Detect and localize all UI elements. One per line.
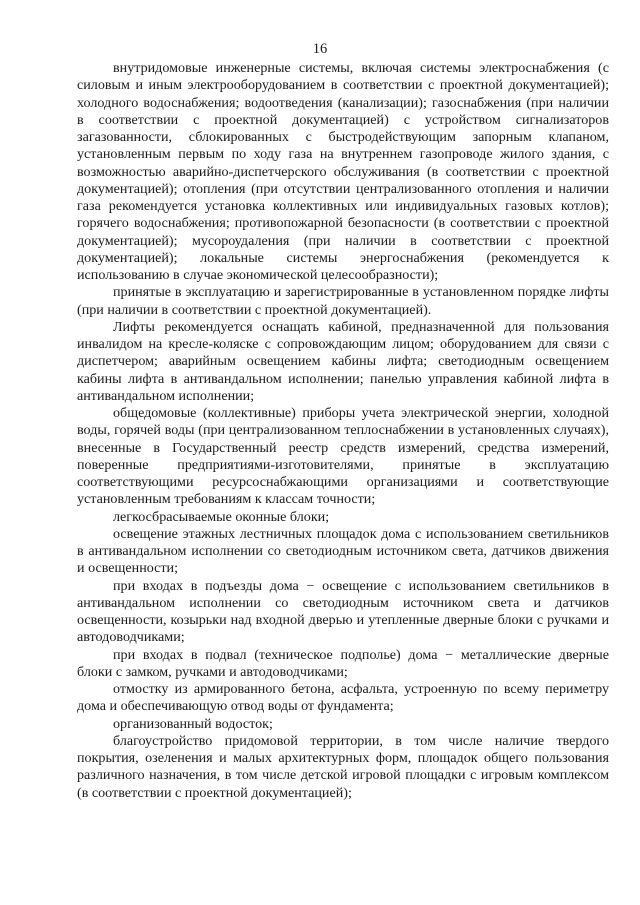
document-body: [77, 60, 609, 802]
paragraph-elevators: принятые в эксплуатацию и зарегистрированные в установленном порядке лифты (при наличии в соответствии с проектной документацией).: [77, 284, 609, 318]
page-number: 16: [312, 41, 328, 57]
paragraph-entrance-lighting: при входах в подъезды дома − освещение с использованием светильников в антивандальном исполнении со светодиодным источником света и датчиков освещенности, козырьки над входной дверью и утепленные дверные блоки с ручками и автодоводчиками;: [77, 577, 609, 646]
paragraph-utility-systems: внутридомовые инженерные системы, включая системы электроснабжения (с силовым и иным электрооборудованием в соответствии с проектной документацией); холодного водоснабжения; водоотведения (канализации); газоснабжения (при наличии в соответствии с проектной документацией) с устройством сигнализаторов загазованности, сблокированных с быстродействующим запорным клапаном, установленным первым по ходу газа на внутреннем газопроводе жилого здания, с возможностью аварийно-диспетчерского обслуживания (в соответствии с проектной документацией); отопления (при отсутствии централизованного отопления и наличии газа рекомендуется установка коллективных или индивидуальных газовых котлов); горячего водоснабжения; противопожарной безопасности (в соответствии с проектной документацией); мусороудаления (при наличии в соответствии с проектной документацией); локальные системы энергоснабжения (рекомендуется к использованию в случае экономической целесообразности);: [77, 60, 609, 283]
paragraph-drainage: организованный водосток;: [113, 715, 273, 732]
paragraph-stair-lighting: освещение этажных лестничных площадок дома с использованием светильников в антивандальном исполнении со светодиодным источником света, датчиков движения и освещенности;: [77, 525, 609, 577]
paragraph-basement-doors: при входах в подвал (техническое подполье) дома − металлические дверные блоки с замком, ручками и автодоводчиками;: [77, 646, 609, 680]
paragraph-landscaping: благоустройство придомовой территории, в том числе наличие твердого покрытия, озеленения и малых архитектурных форм, площадок общего пользования различного назначения, в том числе детской игровой площадки с игровым комплексом (в соответствии с проектной документацией);: [77, 732, 609, 801]
paragraph-elevator-equipment: Лифты рекомендуется оснащать кабиной, предназначенной для пользования инвалидом на кресле-коляске с сопровождающим лицом; оборудованием для связи с диспетчером; аварийным освещением кабины лифта; светодиодным освещением кабины лифта в антивандальном исполнении; панелью управления кабиной лифта в антивандальном исполнении;: [77, 318, 609, 404]
paragraph-metering-devices: общедомовые (коллективные) приборы учета электрической энергии, холодной воды, горячей воды (при централизованном теплоснабжении в установленных случаях), внесенные в Государственный реестр средств измерений, средства измерений, поверенные предприятиями-изготовителями, принятые в эксплуатацию соответствующими ресурсоснабжающими организациями и соответствующие установленным требованиям к классам точности;: [77, 405, 609, 508]
paragraph-window-blocks: легкосбрасываемые оконные блоки;: [113, 508, 330, 525]
paragraph-blind-area: отмостку из армированного бетона, асфальта, устроенную по всему периметру дома и обеспечивающую отвод воды от фундамента;: [77, 681, 609, 715]
